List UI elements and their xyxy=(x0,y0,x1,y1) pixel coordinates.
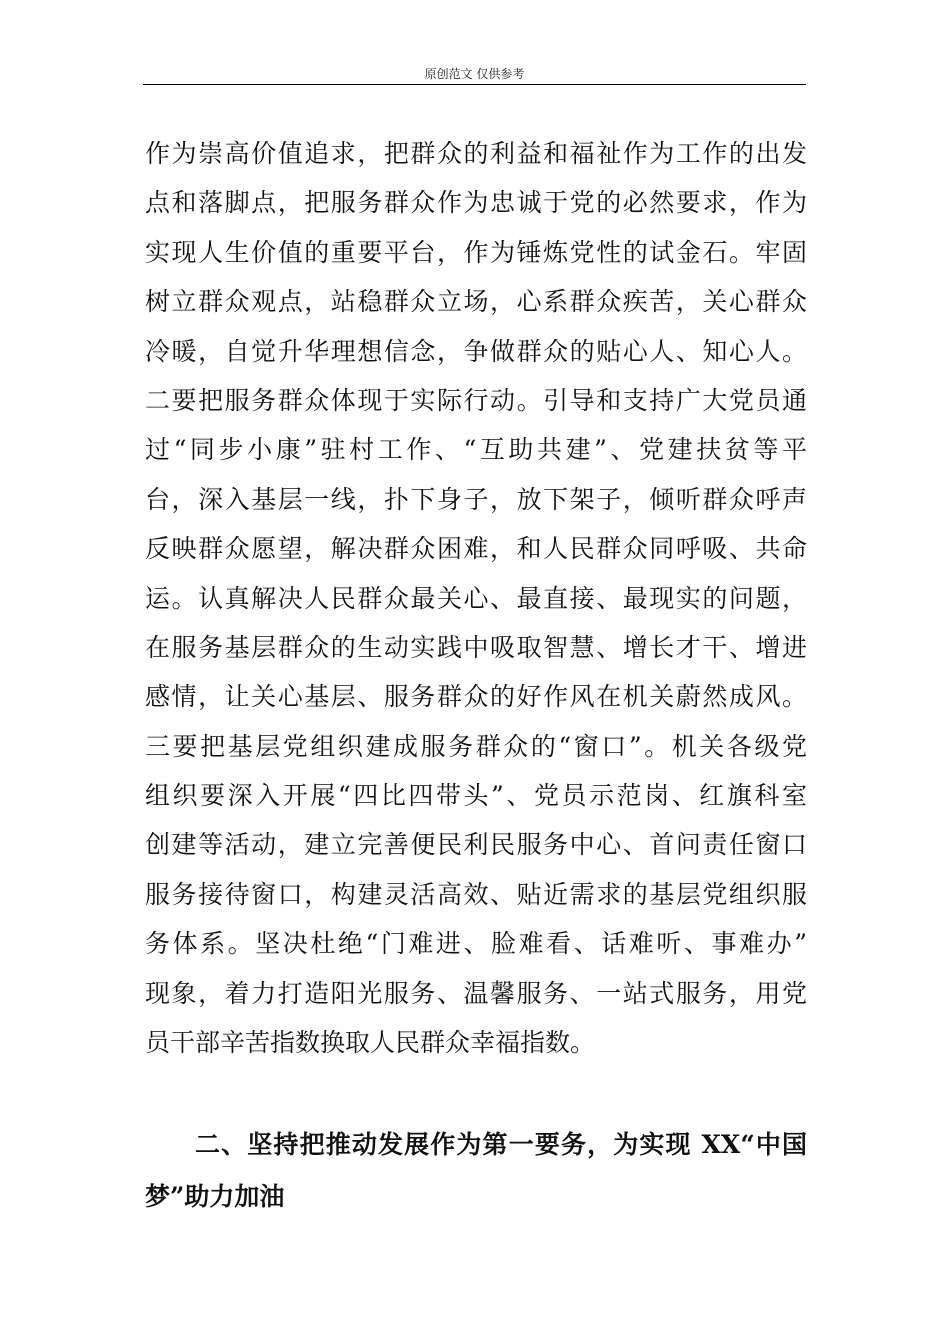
page-header: 原创范文 仅供参考 xyxy=(424,67,525,81)
body-line: 现象，着力打造阳光服务、温馨服务、一站式服务，用党 xyxy=(145,978,807,1008)
body-paragraph xyxy=(145,129,807,1067)
body-line: 创建等活动，建立完善便民利民服务中心、首问责任窗口 xyxy=(145,830,807,860)
body-line: 反映群众愿望，解决群众困难，和人民群众同呼吸、共命 xyxy=(145,534,807,564)
body-line: 作为崇高价值追求，把群众的利益和福祉作为工作的出发 xyxy=(145,139,807,168)
section-heading xyxy=(145,1119,807,1223)
body-line: 冷暖，自觉升华理想信念，争做群众的贴心人、知心人。 xyxy=(145,336,807,366)
body-line: 过“同步小康”驻村工作、“互助共建”、党建扶贫等平 xyxy=(145,435,807,465)
body-line: 台，深入基层一线，扑下身子，放下架子，倾听群众呼声 xyxy=(145,484,807,514)
body-line: 运。认真解决人民群众最关心、最直接、最现实的问题， xyxy=(145,583,807,613)
body-line: 实现人生价值的重要平台，作为锤炼党性的试金石。牢固 xyxy=(145,237,807,267)
body-line: 感情，让关心基层、服务群众的好作风在机关蔚然成风。 xyxy=(145,682,807,712)
body-line: 在服务基层群众的生动实践中吸取智慧、增长才干、增进 xyxy=(145,632,807,662)
body-line: 服务接待窗口，构建灵活高效、贴近需求的基层党组织服 xyxy=(145,879,807,909)
body-line: 二要把服务群众体现于实际行动。引导和支持广大党员通 xyxy=(145,385,807,415)
section-heading-line: 梦”助力加油 xyxy=(145,1182,285,1211)
body-line: 务体系。坚决杜绝“门难进、脸难看、话难听、事难办” xyxy=(145,929,807,959)
body-line: 点和落脚点，把服务群众作为忠诚于党的必然要求，作为 xyxy=(145,188,807,218)
body-line: 三要把基层党组织建成服务群众的“窗口”。机关各级党 xyxy=(145,731,807,761)
section-heading-line: 二、坚持把推动发展作为第一要务，为实现 XX“中国 xyxy=(195,1130,807,1159)
body-line: 员干部辛苦指数换取人民群众幸福指数。 xyxy=(145,1028,596,1058)
body-line: 组织要深入开展“四比四带头”、党员示范岗、红旗科室 xyxy=(145,781,807,811)
body-line: 树立群众观点，站稳群众立场，心系群众疾苦，关心群众 xyxy=(145,287,807,317)
header-divider xyxy=(143,84,806,85)
